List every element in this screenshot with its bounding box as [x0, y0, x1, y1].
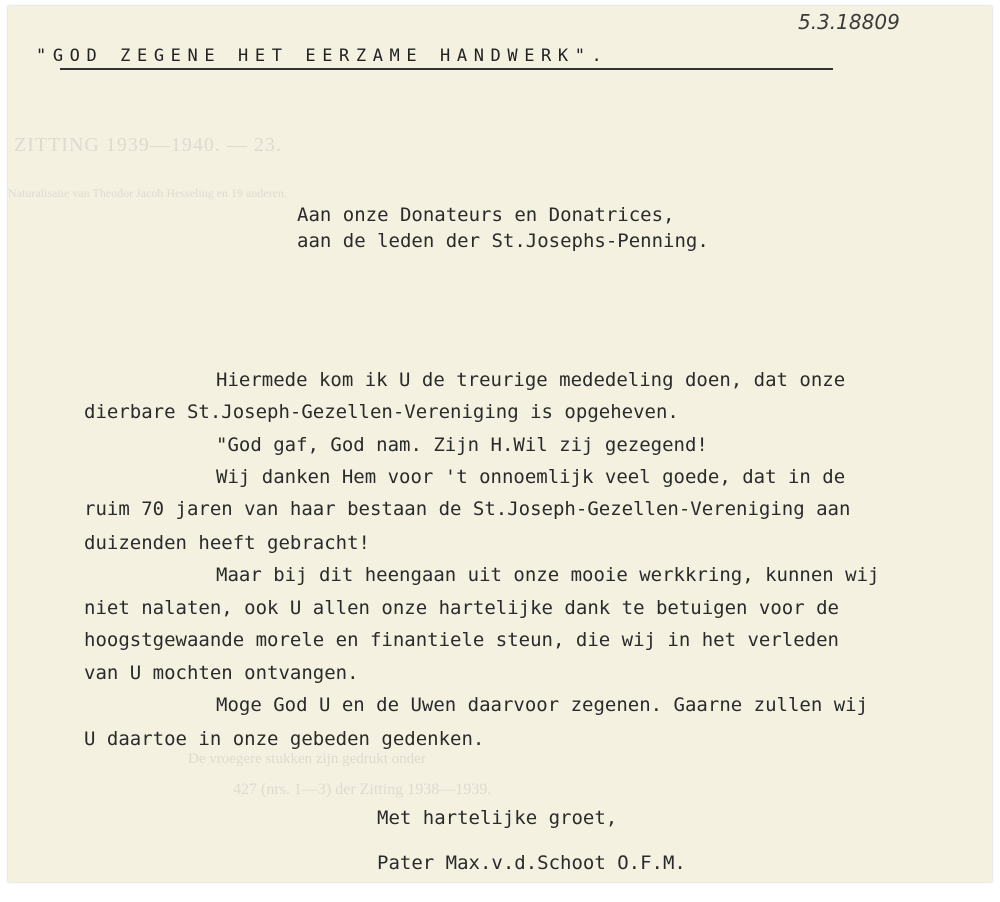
- address-line: Aan onze Donateurs en Donatrices,: [297, 204, 675, 226]
- body-line: Moge God U en de Uwen daarvoor zegenen. Gaarne zullen wij: [216, 694, 869, 716]
- body-line: "God gaf, God nam. Zijn H.Wil zij gezegend!: [216, 434, 708, 456]
- body-line: dierbare St.Joseph-Gezellen-Vereniging is opgeheven.: [84, 401, 679, 423]
- body-line: van U mochten ontvangen.: [84, 662, 359, 684]
- motto-underline: [60, 68, 833, 70]
- body-line: ruim 70 jaren van haar bestaan de St.Joseph-Gezellen-Vereniging aan: [84, 498, 851, 520]
- handwritten-reference-number: 5.3.18809: [798, 10, 900, 34]
- closing-greeting: Met hartelijke groet,: [377, 807, 618, 829]
- body-line: Maar bij dit heengaan uit onze mooie werkkring, kunnen wij: [216, 564, 880, 586]
- motto-heading: "GOD ZEGENE HET EERZAME HANDWERK".: [36, 46, 609, 66]
- address-line: aan de leden der St.Josephs-Penning.: [297, 230, 709, 252]
- bleed-through-text: De vroegere stukken zijn gedrukt onder: [188, 751, 426, 767]
- body-line: Wij danken Hem voor 't onnoemlijk veel goede, dat in de: [216, 466, 846, 488]
- body-line: duizenden heeft gebracht!: [84, 532, 370, 554]
- body-line: hoogstgewaande morele en finantiele steun, die wij in het verleden: [84, 629, 839, 651]
- bleed-through-text: ZITTING 1939—1940. — 23.: [14, 134, 282, 156]
- bleed-through-text: 427 (nrs. 1—3) der Zitting 1938—1939.: [233, 781, 492, 798]
- body-line: U daartoe in onze gebeden gedenken.: [84, 728, 485, 750]
- bleed-through-text: Naturalisatie van Theodor Jacob Hesseling en 19 anderen.: [8, 186, 288, 200]
- letter-page: [8, 6, 992, 882]
- signature-line: Pater Max.v.d.Schoot O.F.M.: [377, 852, 686, 874]
- body-line: niet nalaten, ook U allen onze hartelijke dank te betuigen voor de: [84, 597, 839, 619]
- body-line: Hiermede kom ik U de treurige mededeling doen, dat onze: [216, 369, 846, 391]
